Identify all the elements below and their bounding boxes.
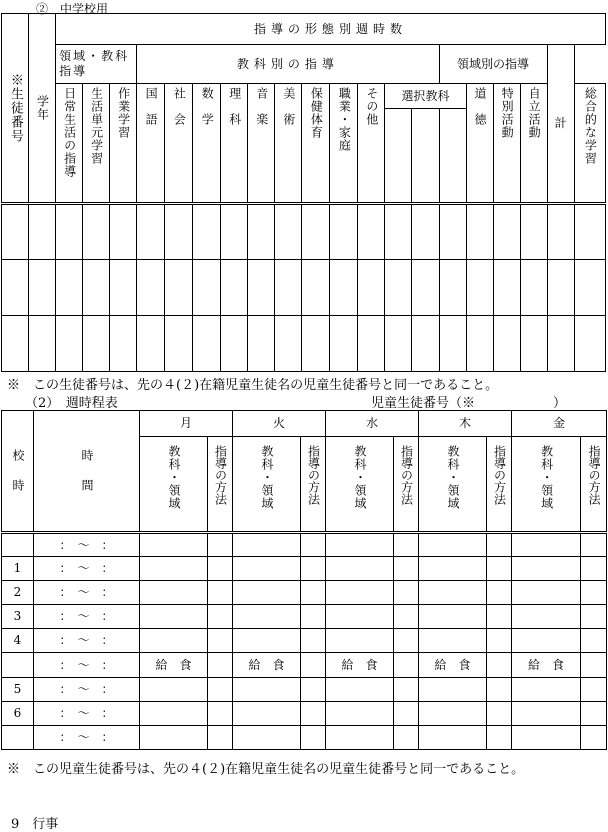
col-japanese: 国 語 xyxy=(137,84,165,204)
col-pe: 保健体育 xyxy=(302,84,330,204)
col-life-unit: 生活単元学習 xyxy=(83,84,110,204)
day-fri: 金 xyxy=(512,411,607,437)
method-header: 指導の方法 xyxy=(394,437,419,533)
subject-domain-header: 教科・領域 xyxy=(326,437,394,533)
main-header: 指導の形態別週時数 xyxy=(56,14,606,45)
table-row: 1 ： 〜 ： xyxy=(2,557,607,581)
elective-header: 選択教科 xyxy=(385,84,466,204)
method-header: 指導の方法 xyxy=(301,437,326,533)
student-number-label: 児童生徒番号（※ ） xyxy=(371,396,567,411)
col-science: 理 科 xyxy=(221,84,248,204)
section-events: 9 行事 xyxy=(11,817,59,832)
time-header: 時 間 xyxy=(34,411,140,533)
col-daily-life: 日常生活の指導 xyxy=(56,84,83,204)
table-row: 4 ： 〜 ： xyxy=(2,629,607,653)
col-other: その他 xyxy=(358,84,385,204)
note-student-number: ※ この生徒番号は、先の４(２)在籍児童生徒名の児童生徒番号と同一であること。 xyxy=(7,378,499,393)
table-row: ： 〜 ： xyxy=(2,726,607,750)
subject-domain-header: 教科・領域 xyxy=(140,437,208,533)
table-row xyxy=(2,260,606,316)
section-heading: ② 中学校用 xyxy=(36,2,109,16)
table-row: 6 ： 〜 ： xyxy=(2,702,607,726)
note-student-number-2: ※ この児童生徒番号は、先の４(２)在籍児童生徒名の児童生徒番号と同一であること。 xyxy=(7,762,525,777)
table-row: ： 〜 ： xyxy=(2,533,607,557)
method-header: 指導の方法 xyxy=(208,437,233,533)
col-art: 美 術 xyxy=(275,84,302,204)
total-header: 計 xyxy=(547,45,574,204)
subject-domain-header: 教科・領域 xyxy=(233,437,301,533)
method-header: 指導の方法 xyxy=(487,437,512,533)
col-integrated-study: 総合的な学習 xyxy=(574,84,605,204)
day-thu: 木 xyxy=(419,411,512,437)
col-work: 作業学習 xyxy=(110,84,137,204)
day-wed: 水 xyxy=(326,411,419,437)
day-mon: 月 xyxy=(140,411,233,437)
table-row: 2 ： 〜 ： xyxy=(2,581,607,605)
day-tue: 火 xyxy=(233,411,326,437)
table-row: 5 ： 〜 ： xyxy=(2,678,607,702)
lunch-row: ： 〜 ： 給 食 給 食 給 食 給 食 給 食 xyxy=(2,653,607,678)
col-music: 音 楽 xyxy=(248,84,275,204)
col-vocational: 職業・家庭 xyxy=(330,84,358,204)
method-header: 指導の方法 xyxy=(581,437,607,533)
col-independence: 自立活動 xyxy=(520,84,547,204)
subject-domain-header: 教科・領域 xyxy=(419,437,487,533)
table-row xyxy=(2,316,606,372)
grade-header: 学年 xyxy=(29,14,56,204)
table-row xyxy=(2,204,606,260)
student-number-header: ※生徒番号 xyxy=(2,14,29,204)
table-row: 3 ： 〜 ： xyxy=(2,605,607,629)
col-moral: 道 徳 xyxy=(466,84,493,204)
domain-subject-header: 領域・教科指導 xyxy=(56,45,137,84)
subject-domain-header: 教科・領域 xyxy=(512,437,581,533)
domain-header: 領域別の指導 xyxy=(439,45,547,84)
hours-by-form-table xyxy=(1,13,606,372)
weekly-schedule-title: （2） 週時程表 xyxy=(25,396,118,411)
weekly-schedule-table xyxy=(1,410,607,750)
col-math: 数 学 xyxy=(193,84,221,204)
school-period-header: 校 時 xyxy=(2,411,34,533)
col-special-activities: 特別活動 xyxy=(493,84,520,204)
col-social: 社 会 xyxy=(165,84,193,204)
subject-header: 教科別の指導 xyxy=(137,45,439,84)
